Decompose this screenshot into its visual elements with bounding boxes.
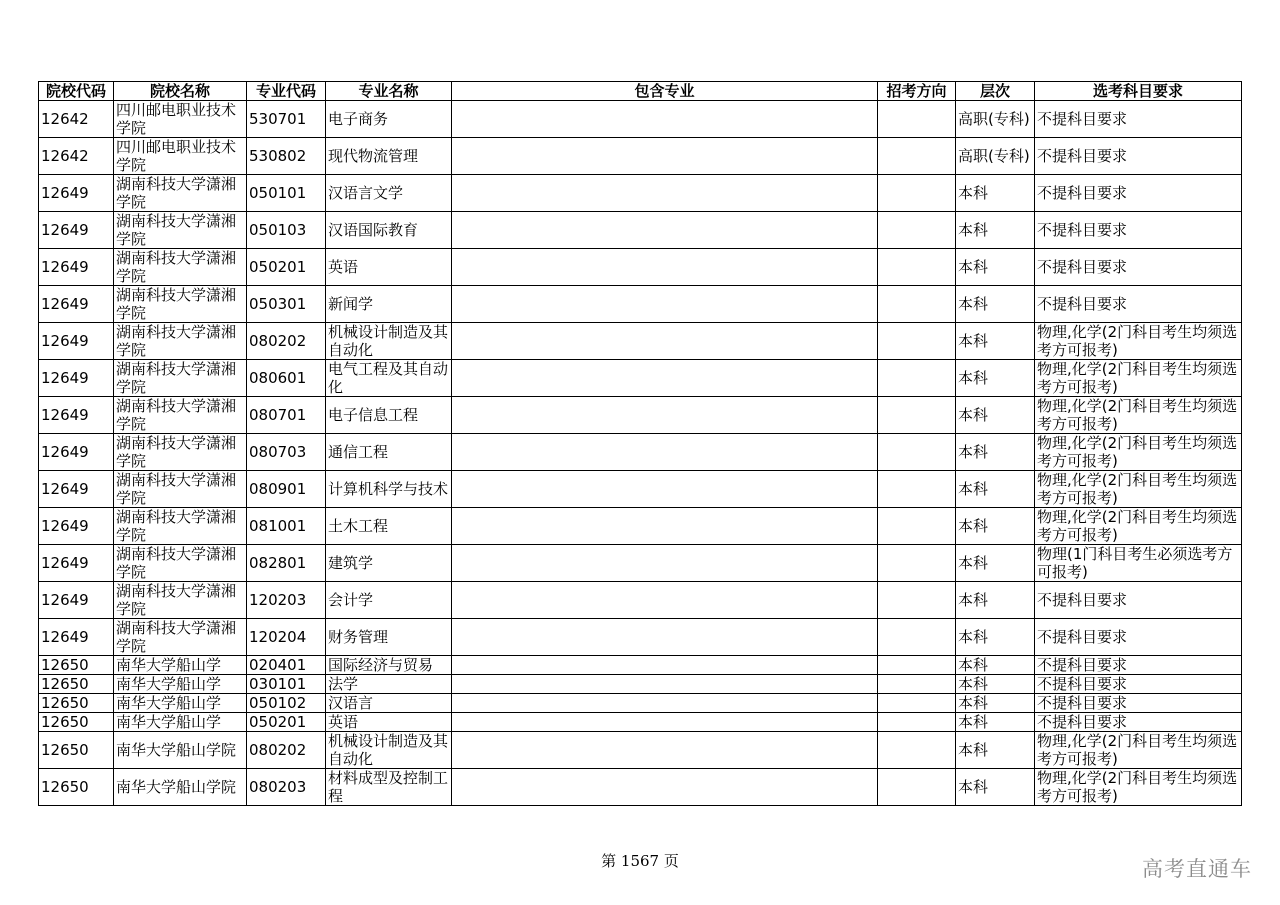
table-row xyxy=(39,323,1242,360)
direction-cell xyxy=(878,175,956,212)
direction-cell xyxy=(878,434,956,471)
direction-cell xyxy=(878,732,956,769)
major-code-cell: 530802 xyxy=(247,138,326,175)
school-name-cell: 湖南科技大学潇湘学院 xyxy=(114,323,247,360)
direction-cell xyxy=(878,323,956,360)
header-included-majors: 包含专业 xyxy=(452,82,878,101)
level-cell: 本科 xyxy=(956,545,1035,582)
level-cell: 本科 xyxy=(956,249,1035,286)
major-code-cell: 050201 xyxy=(247,249,326,286)
level-cell: 本科 xyxy=(956,175,1035,212)
included-majors-cell xyxy=(452,175,878,212)
included-majors-cell xyxy=(452,582,878,619)
subject-requirement-cell: 不提科目要求 xyxy=(1035,175,1242,212)
included-majors-cell xyxy=(452,212,878,249)
major-name-cell: 汉语言 xyxy=(326,694,452,713)
level-cell: 本科 xyxy=(956,582,1035,619)
included-majors-cell xyxy=(452,508,878,545)
school-name-cell: 湖南科技大学潇湘学院 xyxy=(114,249,247,286)
subject-requirement-cell: 不提科目要求 xyxy=(1035,249,1242,286)
school-name-cell: 湖南科技大学潇湘学院 xyxy=(114,545,247,582)
table-row xyxy=(39,675,1242,694)
table-row xyxy=(39,769,1242,806)
direction-cell xyxy=(878,286,956,323)
direction-cell xyxy=(878,769,956,806)
direction-cell xyxy=(878,619,956,656)
major-code-cell: 080601 xyxy=(247,360,326,397)
level-cell: 本科 xyxy=(956,286,1035,323)
table-row xyxy=(39,138,1242,175)
major-name-cell: 法学 xyxy=(326,675,452,694)
major-name-cell: 现代物流管理 xyxy=(326,138,452,175)
included-majors-cell xyxy=(452,249,878,286)
school-name-cell: 湖南科技大学潇湘学院 xyxy=(114,286,247,323)
school-name-cell: 湖南科技大学潇湘学院 xyxy=(114,619,247,656)
table-row xyxy=(39,582,1242,619)
header-major-name: 专业名称 xyxy=(326,82,452,101)
major-code-cell: 050101 xyxy=(247,175,326,212)
subject-requirement-cell: 物理(1门科目考生必须选考方可报考) xyxy=(1035,545,1242,582)
school-code-cell: 12649 xyxy=(39,249,114,286)
direction-cell xyxy=(878,545,956,582)
level-cell: 本科 xyxy=(956,732,1035,769)
direction-cell xyxy=(878,212,956,249)
level-cell: 本科 xyxy=(956,397,1035,434)
school-name-cell: 湖南科技大学潇湘学院 xyxy=(114,175,247,212)
school-code-cell: 12649 xyxy=(39,175,114,212)
school-code-cell: 12649 xyxy=(39,471,114,508)
major-code-cell: 020401 xyxy=(247,656,326,675)
direction-cell xyxy=(878,656,956,675)
subject-requirement-cell: 不提科目要求 xyxy=(1035,694,1242,713)
major-name-cell: 新闻学 xyxy=(326,286,452,323)
major-name-cell: 财务管理 xyxy=(326,619,452,656)
school-code-cell: 12649 xyxy=(39,360,114,397)
major-name-cell: 建筑学 xyxy=(326,545,452,582)
level-cell: 本科 xyxy=(956,508,1035,545)
level-cell: 高职(专科) xyxy=(956,138,1035,175)
header-subject-requirement: 选考科目要求 xyxy=(1035,82,1242,101)
subject-requirement-cell: 不提科目要求 xyxy=(1035,582,1242,619)
direction-cell xyxy=(878,675,956,694)
subject-requirement-cell: 物理,化学(2门科目考生均须选考方可报考) xyxy=(1035,508,1242,545)
major-code-cell: 080202 xyxy=(247,323,326,360)
school-code-cell: 12650 xyxy=(39,713,114,732)
table-row xyxy=(39,101,1242,138)
subject-requirement-cell: 不提科目要求 xyxy=(1035,619,1242,656)
included-majors-cell xyxy=(452,694,878,713)
school-name-cell: 湖南科技大学潇湘学院 xyxy=(114,434,247,471)
included-majors-cell xyxy=(452,434,878,471)
school-code-cell: 12650 xyxy=(39,675,114,694)
school-code-cell: 12649 xyxy=(39,508,114,545)
subject-requirement-cell: 不提科目要求 xyxy=(1035,675,1242,694)
school-name-cell: 南华大学船山学 xyxy=(114,694,247,713)
major-code-cell: 120203 xyxy=(247,582,326,619)
table-body xyxy=(39,101,1242,806)
major-code-cell: 050201 xyxy=(247,713,326,732)
table-row xyxy=(39,656,1242,675)
table-row xyxy=(39,545,1242,582)
header-level: 层次 xyxy=(956,82,1035,101)
included-majors-cell xyxy=(452,101,878,138)
included-majors-cell xyxy=(452,397,878,434)
page-number: 第 1567 页 xyxy=(601,852,679,870)
school-code-cell: 12649 xyxy=(39,397,114,434)
included-majors-cell xyxy=(452,675,878,694)
school-code-cell: 12642 xyxy=(39,138,114,175)
school-code-cell: 12649 xyxy=(39,212,114,249)
major-code-cell: 082801 xyxy=(247,545,326,582)
major-name-cell: 电子信息工程 xyxy=(326,397,452,434)
school-name-cell: 南华大学船山学 xyxy=(114,713,247,732)
school-code-cell: 12642 xyxy=(39,101,114,138)
school-code-cell: 12650 xyxy=(39,732,114,769)
subject-requirement-cell: 物理,化学(2门科目考生均须选考方可报考) xyxy=(1035,471,1242,508)
watermark-logo: 高考直通车 xyxy=(1142,857,1252,881)
major-name-cell: 电气工程及其自动化 xyxy=(326,360,452,397)
subject-requirement-cell: 不提科目要求 xyxy=(1035,138,1242,175)
level-cell: 本科 xyxy=(956,713,1035,732)
major-name-cell: 汉语国际教育 xyxy=(326,212,452,249)
subject-requirement-cell: 物理,化学(2门科目考生均须选考方可报考) xyxy=(1035,769,1242,806)
major-code-cell: 080202 xyxy=(247,732,326,769)
direction-cell xyxy=(878,582,956,619)
table-row xyxy=(39,212,1242,249)
school-name-cell: 四川邮电职业技术学院 xyxy=(114,101,247,138)
school-code-cell: 12649 xyxy=(39,434,114,471)
table-row xyxy=(39,619,1242,656)
level-cell: 本科 xyxy=(956,471,1035,508)
major-name-cell: 汉语言文学 xyxy=(326,175,452,212)
included-majors-cell xyxy=(452,138,878,175)
level-cell: 本科 xyxy=(956,434,1035,471)
included-majors-cell xyxy=(452,732,878,769)
major-name-cell: 英语 xyxy=(326,249,452,286)
subject-requirement-cell: 物理,化学(2门科目考生均须选考方可报考) xyxy=(1035,732,1242,769)
school-name-cell: 南华大学船山学院 xyxy=(114,732,247,769)
school-name-cell: 南华大学船山学 xyxy=(114,675,247,694)
table-row xyxy=(39,249,1242,286)
direction-cell xyxy=(878,249,956,286)
major-name-cell: 通信工程 xyxy=(326,434,452,471)
major-code-cell: 120204 xyxy=(247,619,326,656)
school-name-cell: 南华大学船山学院 xyxy=(114,769,247,806)
level-cell: 本科 xyxy=(956,675,1035,694)
table-row xyxy=(39,508,1242,545)
school-name-cell: 湖南科技大学潇湘学院 xyxy=(114,397,247,434)
included-majors-cell xyxy=(452,619,878,656)
table-row xyxy=(39,694,1242,713)
table-row xyxy=(39,360,1242,397)
subject-requirement-cell: 不提科目要求 xyxy=(1035,212,1242,249)
school-code-cell: 12650 xyxy=(39,694,114,713)
level-cell: 本科 xyxy=(956,212,1035,249)
included-majors-cell xyxy=(452,656,878,675)
included-majors-cell xyxy=(452,713,878,732)
direction-cell xyxy=(878,360,956,397)
school-code-cell: 12649 xyxy=(39,582,114,619)
level-cell: 本科 xyxy=(956,619,1035,656)
subject-requirement-cell: 不提科目要求 xyxy=(1035,286,1242,323)
subject-requirement-cell: 不提科目要求 xyxy=(1035,656,1242,675)
major-code-cell: 080703 xyxy=(247,434,326,471)
included-majors-cell xyxy=(452,323,878,360)
major-name-cell: 计算机科学与技术 xyxy=(326,471,452,508)
majors-table xyxy=(38,81,1242,806)
level-cell: 本科 xyxy=(956,323,1035,360)
direction-cell xyxy=(878,508,956,545)
level-cell: 本科 xyxy=(956,656,1035,675)
level-cell: 本科 xyxy=(956,694,1035,713)
major-name-cell: 材料成型及控制工程 xyxy=(326,769,452,806)
direction-cell xyxy=(878,138,956,175)
direction-cell xyxy=(878,397,956,434)
subject-requirement-cell: 物理,化学(2门科目考生均须选考方可报考) xyxy=(1035,360,1242,397)
major-code-cell: 081001 xyxy=(247,508,326,545)
major-name-cell: 会计学 xyxy=(326,582,452,619)
level-cell: 本科 xyxy=(956,360,1035,397)
school-code-cell: 12650 xyxy=(39,769,114,806)
header-major-code: 专业代码 xyxy=(247,82,326,101)
major-name-cell: 机械设计制造及其自动化 xyxy=(326,732,452,769)
school-code-cell: 12649 xyxy=(39,286,114,323)
table-row xyxy=(39,434,1242,471)
level-cell: 高职(专科) xyxy=(956,101,1035,138)
direction-cell xyxy=(878,101,956,138)
major-name-cell: 电子商务 xyxy=(326,101,452,138)
school-name-cell: 四川邮电职业技术学院 xyxy=(114,138,247,175)
included-majors-cell xyxy=(452,471,878,508)
direction-cell xyxy=(878,471,956,508)
direction-cell xyxy=(878,694,956,713)
table-row xyxy=(39,286,1242,323)
major-code-cell: 080203 xyxy=(247,769,326,806)
table-row xyxy=(39,732,1242,769)
major-name-cell: 国际经济与贸易 xyxy=(326,656,452,675)
school-name-cell: 南华大学船山学 xyxy=(114,656,247,675)
major-code-cell: 050301 xyxy=(247,286,326,323)
subject-requirement-cell: 物理,化学(2门科目考生均须选考方可报考) xyxy=(1035,397,1242,434)
header-school-code: 院校代码 xyxy=(39,82,114,101)
school-code-cell: 12649 xyxy=(39,619,114,656)
school-code-cell: 12649 xyxy=(39,545,114,582)
major-code-cell: 080701 xyxy=(247,397,326,434)
header-school-name: 院校名称 xyxy=(114,82,247,101)
included-majors-cell xyxy=(452,360,878,397)
major-code-cell: 080901 xyxy=(247,471,326,508)
table-row xyxy=(39,397,1242,434)
table-header-row xyxy=(39,82,1242,101)
table-row xyxy=(39,471,1242,508)
school-code-cell: 12650 xyxy=(39,656,114,675)
school-name-cell: 湖南科技大学潇湘学院 xyxy=(114,471,247,508)
included-majors-cell xyxy=(452,545,878,582)
school-name-cell: 湖南科技大学潇湘学院 xyxy=(114,360,247,397)
major-code-cell: 050102 xyxy=(247,694,326,713)
school-name-cell: 湖南科技大学潇湘学院 xyxy=(114,582,247,619)
school-code-cell: 12649 xyxy=(39,323,114,360)
major-code-cell: 050103 xyxy=(247,212,326,249)
header-direction: 招考方向 xyxy=(878,82,956,101)
table-row xyxy=(39,175,1242,212)
direction-cell xyxy=(878,713,956,732)
major-code-cell: 530701 xyxy=(247,101,326,138)
school-name-cell: 湖南科技大学潇湘学院 xyxy=(114,508,247,545)
subject-requirement-cell: 不提科目要求 xyxy=(1035,713,1242,732)
subject-requirement-cell: 物理,化学(2门科目考生均须选考方可报考) xyxy=(1035,434,1242,471)
included-majors-cell xyxy=(452,286,878,323)
subject-requirement-cell: 不提科目要求 xyxy=(1035,101,1242,138)
major-name-cell: 机械设计制造及其自动化 xyxy=(326,323,452,360)
included-majors-cell xyxy=(452,769,878,806)
level-cell: 本科 xyxy=(956,769,1035,806)
major-name-cell: 英语 xyxy=(326,713,452,732)
subject-requirement-cell: 物理,化学(2门科目考生均须选考方可报考) xyxy=(1035,323,1242,360)
major-code-cell: 030101 xyxy=(247,675,326,694)
major-name-cell: 土木工程 xyxy=(326,508,452,545)
school-name-cell: 湖南科技大学潇湘学院 xyxy=(114,212,247,249)
table-row xyxy=(39,713,1242,732)
